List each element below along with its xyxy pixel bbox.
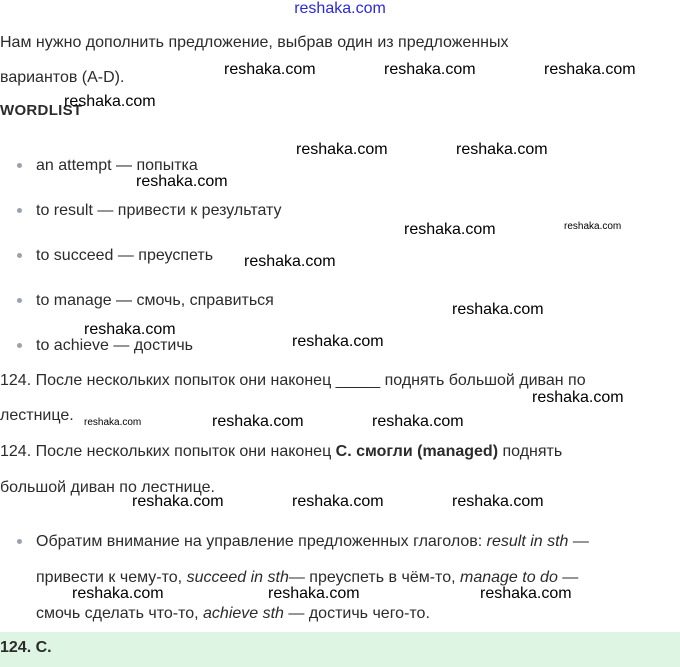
note-text: — преуспеть в чём-то, [288,569,460,586]
watermark: reshaka.com [64,93,156,110]
wordlist-item: to result — привести к результату [36,202,282,219]
watermark: reshaka.com [480,585,572,602]
solution-line-2: большой диван по лестнице. [0,479,215,496]
solution-answer: С. смогли (managed) [335,443,499,460]
wordlist-heading: WORDLIST [0,102,83,119]
answer-label: 124. C. [0,639,52,656]
bullet-icon [17,298,22,303]
watermark: reshaka.com [132,493,224,510]
note-line-3 [36,604,430,624]
note-text: привести к чему-то, [36,569,187,586]
watermark: reshaka.com [268,585,360,602]
watermark: reshaka.com [456,141,548,158]
note-text: Обратим внимание на управление предложенных глаголов: [36,533,487,550]
note-text: — достичь чего-то. [283,605,430,622]
note-line-1 [36,532,589,552]
watermark: reshaka.com [404,221,496,238]
site-logo[interactable]: reshaka.com [294,0,386,17]
bullet-icon [17,343,22,348]
bullet-icon [17,539,22,544]
watermark: reshaka.com [224,61,316,78]
watermark: reshaka.com [384,61,476,78]
note-term: manage to do [459,569,558,586]
watermark: reshaka.com [292,333,384,350]
note-term: succeed in sth [186,569,289,586]
wordlist-item: to achieve — достичь [36,337,193,354]
question-line-2: лестнице. [0,407,74,424]
answer-box [0,632,680,667]
wordlist-item: an attempt — попытка [36,157,198,174]
watermark: reshaka.com [372,413,464,430]
watermark: reshaka.com [84,321,176,338]
watermark: reshaka.com [452,493,544,510]
watermark: reshaka.com [72,585,164,602]
note-term: achieve sth [203,605,284,622]
watermark: reshaka.com [136,173,228,190]
intro-line-2: вариантов (A-D). [0,69,125,86]
note-text: — [568,533,589,550]
bullet-icon [17,208,22,213]
note-text: смочь сделать что-то, [36,605,204,622]
bullet-icon [17,253,22,258]
solution-prefix: 124. После нескольких попыток они наконец [0,443,336,460]
watermark: reshaka.com [212,413,304,430]
watermark: reshaka.com [564,221,622,232]
question-line-1: 124. После нескольких попыток они наконец _____ поднять большой диван по [0,372,586,389]
bullet-icon [17,163,22,168]
note-term: result in sth [486,533,569,550]
solution-line-1 [0,442,562,462]
solution-suffix: поднять [498,443,563,460]
watermark: reshaka.com [544,61,636,78]
watermark: reshaka.com [532,389,624,406]
wordlist-item: to succeed — преуспеть [36,247,214,264]
watermark: reshaka.com [84,417,142,428]
watermark: reshaka.com [452,301,544,318]
watermark: reshaka.com [292,493,384,510]
intro-line-1: Нам нужно дополнить предложение, выбрав один из предложенных [0,34,509,51]
note-text: — [557,569,579,586]
wordlist-item: to manage — смочь, справиться [36,292,274,309]
watermark: reshaka.com [244,253,336,270]
watermark: reshaka.com [296,141,388,158]
